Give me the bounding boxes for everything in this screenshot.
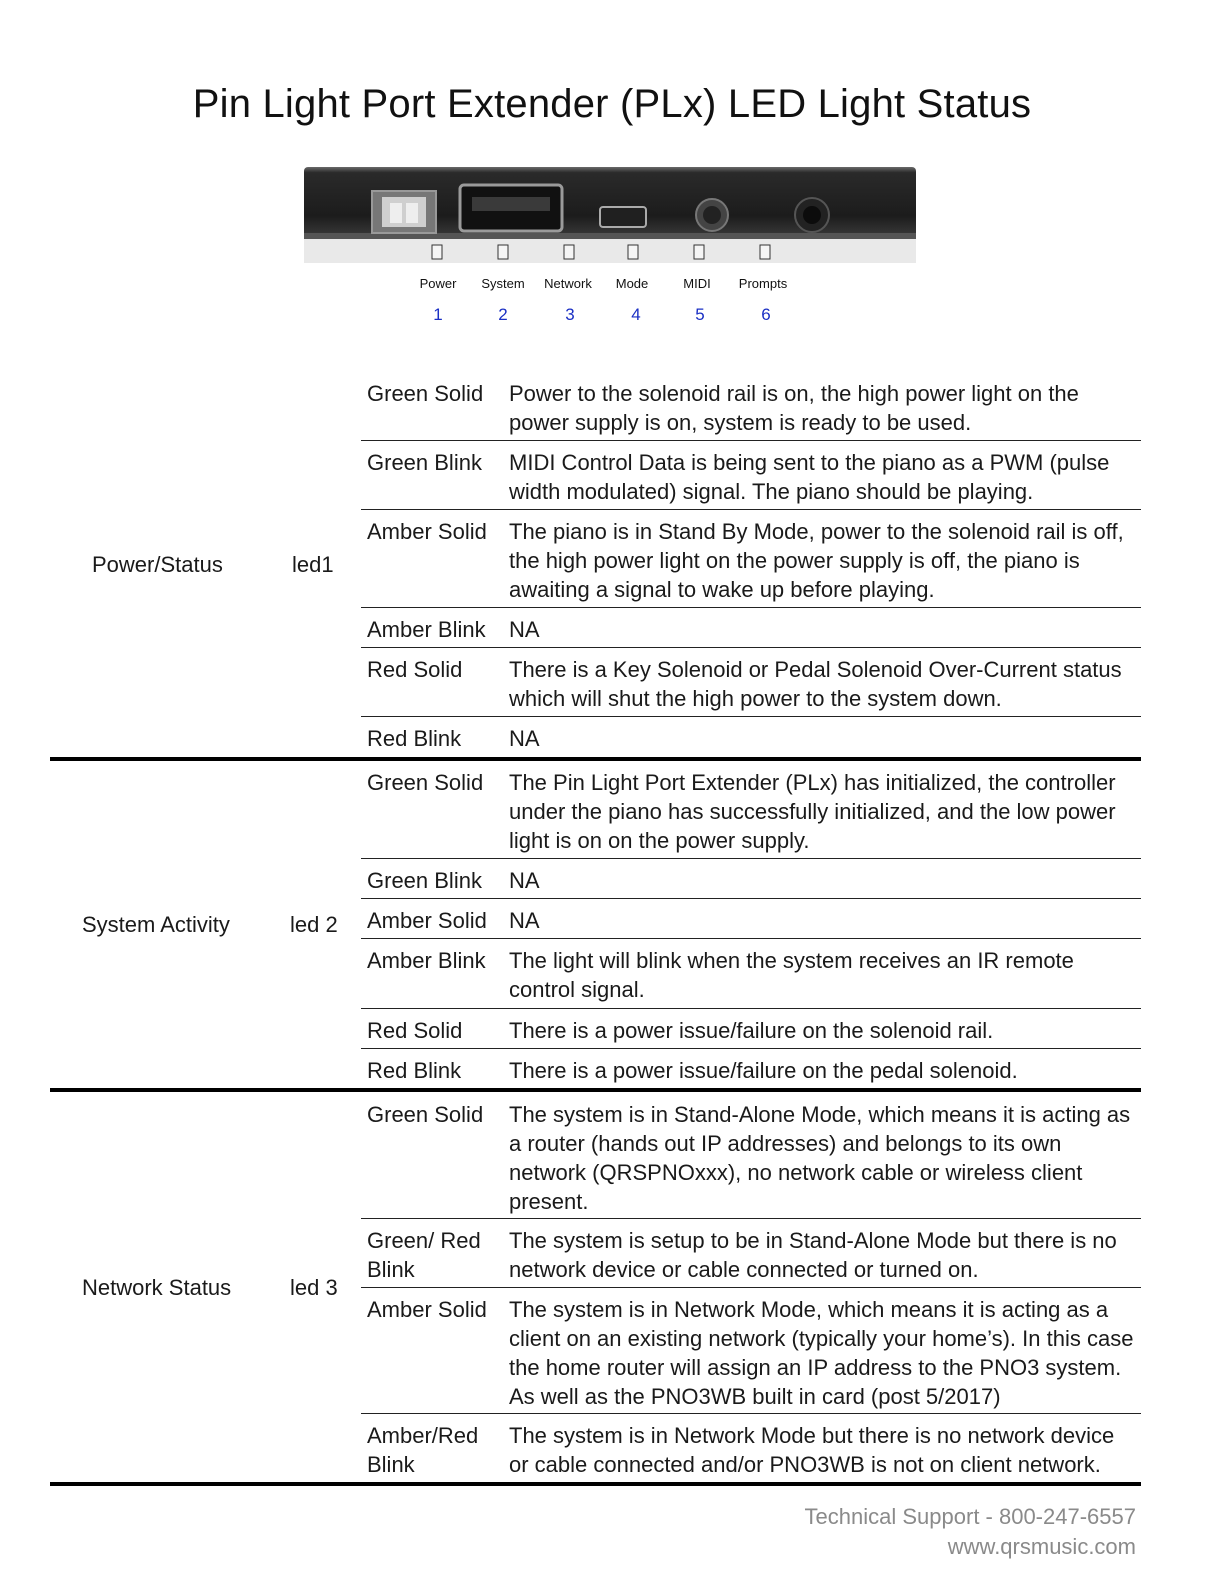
led-window <box>694 245 704 259</box>
row-divider <box>361 1048 1141 1049</box>
led-state: Red Solid <box>367 1018 463 1043</box>
led-state: Amber Solid <box>367 519 487 544</box>
led-description: Power to the solenoid rail is on, the high power light on the power supply is on, system is ready to be used. <box>509 381 1079 435</box>
led-window <box>760 245 770 259</box>
led-description: The system is setup to be in Stand-Alone Mode but there is no network device or cable connected or turned on. <box>509 1228 1117 1282</box>
led-description: NA <box>509 617 540 642</box>
row-divider <box>361 1287 1141 1288</box>
led-window <box>564 245 574 259</box>
port-labels <box>0 276 1224 296</box>
led-state: Red Solid <box>367 657 463 682</box>
plx-device-photo <box>304 167 916 263</box>
led-state: Green Solid <box>367 770 484 795</box>
led-state: Red Blink <box>367 726 462 751</box>
led-state: Green Blink <box>367 450 482 475</box>
led-description: There is a Key Solenoid or Pedal Solenoid Over-Current status which will shut the high power to the system down. <box>509 657 1122 711</box>
led-state: Green/ Red Blink <box>367 1228 481 1282</box>
group-led-3: led 3 <box>290 1275 338 1300</box>
group-divider <box>50 757 1141 761</box>
port-numbers <box>0 305 1224 327</box>
port-number: 4 <box>631 305 641 324</box>
port-number: 3 <box>565 305 575 324</box>
row-divider <box>361 607 1141 608</box>
led-state: Amber Blink <box>367 617 486 642</box>
led-description: NA <box>509 726 540 751</box>
row-divider <box>361 509 1141 510</box>
row-divider <box>361 858 1141 859</box>
port-label: Network <box>544 276 592 291</box>
port-number: 2 <box>498 305 508 324</box>
led-state: Amber/Red Blink <box>367 1423 479 1477</box>
led-description: The Pin Light Port Extender (PLx) has initialized, the controller under the piano has successfully initialized, and the low power light is on on the power supply. <box>509 770 1116 853</box>
group-led-2: led 2 <box>290 912 338 937</box>
led-window <box>498 245 508 259</box>
table-bottom-rule <box>50 1482 1141 1486</box>
port-label: MIDI <box>683 276 711 291</box>
led-description: The system is in Network Mode but there is no network device or cable connected and/or PNO3WB is not on client network. <box>509 1423 1115 1477</box>
led-description: There is a power issue/failure on the solenoid rail. <box>509 1018 994 1043</box>
led-state: Amber Solid <box>367 908 487 933</box>
group-name-network-status: Network Status <box>82 1275 232 1300</box>
led-description: NA <box>509 868 540 893</box>
row-divider <box>361 1218 1141 1219</box>
led-description: The system is in Network Mode, which means it is acting as a client on an existing network (typically your home’s). In this case the home router will assign an IP address to the PNO3 system. As well as the PNO3WB built in card (post 5/2017) <box>509 1297 1134 1409</box>
port-number: 5 <box>695 305 705 324</box>
led-state: Green Solid <box>367 1102 484 1127</box>
row-divider <box>361 647 1141 648</box>
website-link[interactable]: www.qrsmusic.com <box>947 1534 1136 1559</box>
led-state: Green Blink <box>367 868 482 893</box>
led-description: The light will blink when the system receives an IR remote control signal. <box>509 948 1074 1002</box>
group-divider <box>50 1088 1141 1092</box>
support-phone: Technical Support - 800-247-6557 <box>804 1504 1136 1529</box>
port-number: 1 <box>433 305 443 324</box>
row-divider <box>361 1008 1141 1009</box>
group-name-system-activity: System Activity <box>82 912 230 937</box>
row-divider <box>361 1413 1141 1414</box>
group-led-1: led1 <box>292 552 334 577</box>
port-label: Power <box>419 276 457 291</box>
led-description: MIDI Control Data is being sent to the piano as a PWM (pulse width modulated) signal. The piano should be playing. <box>509 450 1110 504</box>
port-number: 6 <box>761 305 771 324</box>
led-window <box>432 245 442 259</box>
led-state: Amber Solid <box>367 1297 487 1322</box>
led-description: There is a power issue/failure on the pedal solenoid. <box>509 1058 1018 1083</box>
page-title: Pin Light Port Extender (PLx) LED Light Status <box>192 82 1032 126</box>
row-divider <box>361 440 1141 441</box>
row-divider <box>361 898 1141 899</box>
led-description: NA <box>509 908 540 933</box>
led-state: Green Solid <box>367 381 484 406</box>
row-divider <box>361 716 1141 717</box>
led-state: Red Blink <box>367 1058 462 1083</box>
led-state: Amber Blink <box>367 948 486 973</box>
group-name-power-status: Power/Status <box>92 552 223 577</box>
port-label: System <box>481 276 525 291</box>
port-label: Prompts <box>738 276 788 291</box>
led-description: The system is in Stand-Alone Mode, which means it is acting as a router (hands out IP addresses) and belongs to its own network (QRSPNOxxx), no network cable or wireless client present. <box>509 1102 1131 1214</box>
port-label: Mode <box>615 276 649 291</box>
row-divider <box>361 938 1141 939</box>
led-window <box>628 245 638 259</box>
led-description: The piano is in Stand By Mode, power to the solenoid rail is off, the high power light on the power supply is off, the piano is awaiting a signal to wake up before playing. <box>509 519 1124 602</box>
